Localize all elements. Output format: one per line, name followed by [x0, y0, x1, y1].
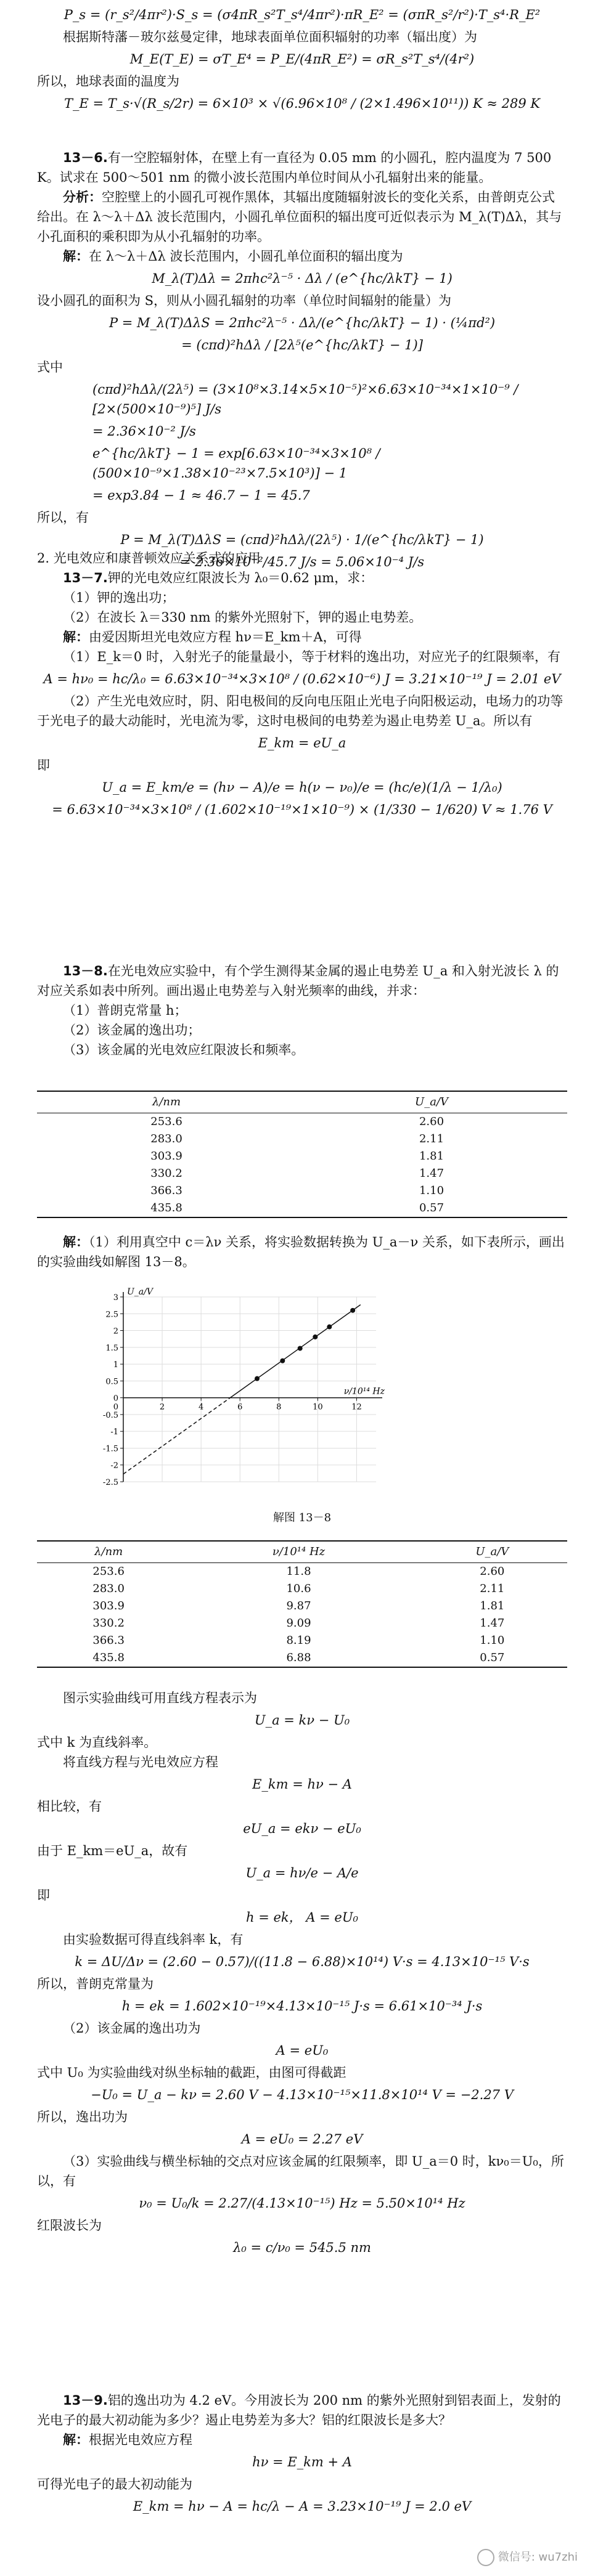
problem-text: 钾的光电效应红限波长为 λ₀＝0.62 μm，求： [107, 571, 374, 585]
equation: A = eU₀ [276, 2043, 329, 2058]
table-cell: 330.2 [92, 1617, 125, 1630]
paragraph: 式中 [37, 360, 63, 375]
paragraph: 所以，逸出功为 [37, 2110, 128, 2124]
table-cell: 2.60 [480, 1565, 505, 1578]
data-point [313, 1335, 318, 1339]
paragraph: （2）产生光电效应时，阴、阳电极间的反向电压阻止光电子向阳极运动，电场力的功等于光电子的最大动能时，光电流为零，这时电极间的电势差为遏止电势差 U_a。所以有 [37, 694, 563, 728]
paragraph: 式中 k 为直线斜率。 [37, 1735, 157, 1750]
equation: A = hν₀ = hc/λ₀ = 6.63×10⁻³⁴×3×10⁸ / (0.62×10⁻⁶) J = 3.21×10⁻¹⁹ J = 2.01 eV [43, 672, 561, 686]
solution-text: 由爱因斯坦光电效应方程 hν＝E_km＋A，可得 [89, 630, 362, 644]
equation: λ₀ = c/ν₀ = 545.5 nm [233, 2240, 371, 2255]
table-cell: 8.19 [286, 1634, 311, 1647]
table-row [37, 1632, 567, 1649]
table-row [37, 1131, 567, 1148]
solution-13-8-derivation [37, 1688, 567, 2260]
problem-number: 13－7. [63, 571, 108, 585]
paragraph: 根据斯特藩－玻尔兹曼定律，地球表面单位面积辐射的功率（辐出度）为 [63, 30, 477, 44]
table-row [37, 1165, 567, 1182]
table-cell: 9.87 [286, 1599, 311, 1612]
y-tick-label: 2.5 [105, 1310, 118, 1320]
paragraph: 可得光电子的最大初动能为 [37, 2477, 192, 2492]
equation: P = M_λ(T)ΔλS = 2πhc²λ⁻⁵ · Δλ/(e^{hc/λkT} − 1) · (¼πd²) [109, 315, 496, 330]
x-tick-label: 8 [276, 1402, 282, 1412]
equation: hν = E_km + A [252, 2455, 352, 2469]
solution-label: 解： [63, 1235, 89, 1249]
equation: M_λ(T)Δλ = 2πhc²λ⁻⁵ · Δλ / (e^{hc/λkT} − 1) [152, 271, 453, 286]
table-cell: 283.0 [150, 1132, 182, 1145]
table-cell: 10.6 [286, 1582, 311, 1595]
y-tick-label: 1.5 [105, 1343, 118, 1353]
y-tick-label: -0.5 [102, 1410, 118, 1420]
y-tick-label: -2 [110, 1461, 118, 1471]
problem-text: 铝的逸出功为 4.2 eV。今用波长为 200 nm 的紫外光照射到铝表面上，发射的光电子的最大初动能为多少？遏止电势差为多大？铝的红限波长是多大？ [37, 2393, 561, 2428]
y-tick-label: -1.5 [102, 1444, 118, 1454]
watermark [477, 2548, 578, 2567]
y-axis-label: U_a/V [127, 1287, 153, 1297]
paragraph: 由于 E_km＝eU_a，故有 [37, 1843, 188, 1858]
solution-text: 在 λ～λ＋Δλ 波长范围内，小圆孔单位面积的辐出度为 [89, 249, 403, 264]
paragraph: （1）E_k＝0 时，入射光子的能量最小，等于材料的逸出功，对应光子的红限频率，有 [63, 649, 560, 664]
paragraph: 即 [37, 758, 50, 773]
problem-text: 在光电效应实验中，有个学生测得某金属的遏止电势差 U_a 和入射光波长 λ 的对应关系如表中所列。画出遏止电势差与入射光频率的曲线，并求： [37, 964, 559, 998]
solution-text: 根据光电效应方程 [89, 2432, 192, 2447]
problem-13-8 [37, 961, 567, 1060]
figure-caption: 解图 13－8 [272, 1511, 332, 1524]
table-cell: 2.11 [480, 1582, 505, 1595]
paragraph: 红限波长为 [37, 2218, 102, 2233]
table-cell: 1.47 [480, 1617, 505, 1630]
y-tick-label: 3 [113, 1293, 118, 1302]
table-row [37, 1563, 567, 1581]
subquestion: （3）该金属的光电效应红限波长和频率。 [63, 1042, 305, 1057]
equation: E_km = hν − A [252, 1777, 352, 1792]
paragraph: 由实验数据可得直线斜率 k，有 [63, 1932, 244, 1947]
equation: = exp3.84 − 1 ≈ 46.7 − 1 = 45.7 [92, 488, 310, 503]
subquestion: （1）普朗克常量 h； [63, 1003, 187, 1018]
y-tick-label: 2 [113, 1327, 118, 1336]
problem-number: 13－9. [63, 2393, 108, 2408]
data-point [298, 1346, 303, 1351]
table-row [37, 1200, 567, 1217]
solution-label: 解： [63, 630, 89, 644]
data-point [280, 1359, 285, 1363]
equation: = 2.36×10⁻²/45.7 J/s = 5.06×10⁻⁴ J/s [179, 555, 425, 569]
data-table-1 [37, 1091, 567, 1218]
column-header: λ/nm [37, 1541, 180, 1563]
table-row [37, 1113, 567, 1131]
table-cell: 6.88 [180, 1649, 417, 1667]
column-header: λ/nm [37, 1091, 296, 1113]
equation: U_a = hν/e − A/e [245, 1866, 359, 1880]
problem-number: 13－6. [63, 150, 108, 165]
table-cell: 1.10 [419, 1184, 445, 1197]
equation: P_s = (r_s²/4πr²)·S_s = (σ4πR_s²T_s⁴/4πr²)·πR_E² = (σπR_s²/r²)·T_s⁴·R_E² [64, 7, 541, 22]
x-axis-label: ν/10¹⁴ Hz [343, 1386, 385, 1397]
problem-13-6 [37, 148, 567, 574]
solution-13-8-intro [37, 1232, 567, 1272]
problem-13-7 [37, 548, 567, 822]
origin-label: 0 [113, 1402, 118, 1412]
data-point [327, 1325, 332, 1330]
y-tick-label: 1 [113, 1360, 118, 1370]
table-cell: 1.81 [419, 1150, 445, 1163]
fit-line-extrapolated [123, 1398, 230, 1474]
table-cell: 303.9 [150, 1150, 182, 1163]
paragraph: 即 [37, 1888, 50, 1903]
paragraph: 所以，有 [37, 510, 89, 525]
table-cell: 1.10 [480, 1634, 505, 1647]
equation: = 6.63×10⁻³⁴×3×10⁸ / (1.602×10⁻¹⁹×1×10⁻⁹) × (1/330 − 1/620) V ≈ 1.76 V [52, 802, 552, 817]
paragraph: 所以，地球表面的温度为 [37, 74, 179, 89]
table-row [37, 1598, 567, 1615]
y-tick-label: -2.5 [102, 1478, 118, 1487]
equation: (cπd)²hΔλ/(2λ⁵) = (3×10⁸×3.14×5×10⁻⁵)²×6.63×10⁻³⁴×1×10⁻⁹ / [2×(500×10⁻⁹)⁵] J/s [92, 382, 518, 416]
y-tick-label: -1 [110, 1428, 118, 1437]
solution-text: （1）利用真空中 c＝λν 关系，将实验数据转换为 U_a－ν 关系，如下表所示，画出的实验曲线如解图 13－8。 [37, 1235, 565, 1269]
section-earth-temperature [37, 2, 567, 116]
equation: U_a = E_km/e = (hν − A)/e = h(ν − ν₀)/e = (hc/e)(1/λ − 1/λ₀) [102, 780, 502, 795]
equation: e^{hc/λkT} − 1 = exp[6.63×10⁻³⁴×3×10⁸ / (500×10⁻⁹×1.38×10⁻²³×7.5×10³)] − 1 [92, 446, 380, 481]
x-tick-label: 6 [237, 1402, 243, 1412]
paragraph: （2）该金属的逸出功为 [63, 2021, 201, 2036]
subquestion: （2）该金属的逸出功； [63, 1023, 201, 1038]
x-tick-label: 10 [313, 1402, 323, 1412]
paragraph: 将直线方程与光电效应方程 [63, 1755, 218, 1769]
paragraph: 式中 U₀ 为实验曲线对纵坐标轴的截距，由图可得截距 [37, 2065, 346, 2080]
table-cell: 435.8 [37, 1649, 180, 1667]
table-row [37, 1580, 567, 1598]
ua-vs-frequency-chart [86, 1285, 407, 1500]
table-cell: 435.8 [37, 1200, 296, 1217]
table-row [37, 1182, 567, 1200]
table-cell: 0.57 [417, 1649, 567, 1667]
equation: M_E(T_E) = σT_E⁴ = P_E/(4πR_E²) = σR_s²T_s⁴/(4r²) [129, 52, 475, 67]
x-tick-label: 4 [199, 1402, 204, 1412]
column-header: U_a/V [417, 1541, 567, 1563]
paragraph: 相比较，有 [37, 1799, 102, 1814]
equation: ν₀ = U₀/k = 2.27/(4.13×10⁻¹⁵) Hz = 5.50×10¹⁴ Hz [139, 2196, 465, 2211]
watermark-text: 微信号: wu7zhi [498, 2551, 578, 2564]
table-cell: 9.09 [286, 1617, 311, 1630]
equation: h = ek = 1.602×10⁻¹⁹×4.13×10⁻¹⁵ J·s = 6.61×10⁻³⁴ J·s [121, 1999, 483, 2013]
paragraph: 图示实验曲线可用直线方程表示为 [63, 1691, 257, 1705]
figure-13-8 [86, 1285, 407, 1500]
paragraph: （3）实验曲线与横坐标轴的交点对应该金属的红限频率，即 U_a＝0 时，kν₀＝U₀，所以，有 [37, 2154, 564, 2188]
table-cell: 253.6 [150, 1115, 182, 1128]
column-header: ν/10¹⁴ Hz [180, 1541, 417, 1563]
equation: −U₀ = U_a − kν = 2.60 V − 4.13×10⁻¹⁵×11.8×10¹⁴ V = −2.27 V [91, 2087, 514, 2102]
table-cell: 253.6 [92, 1565, 125, 1578]
problem-number: 13－8. [63, 964, 108, 978]
subquestion: （1）钾的逸出功； [63, 590, 175, 605]
table-row [37, 1615, 567, 1632]
x-tick-label: 2 [159, 1402, 165, 1412]
table-cell: 366.3 [150, 1184, 182, 1197]
equation: = 2.36×10⁻² J/s [92, 424, 196, 439]
equation: A = eU₀ = 2.27 eV [241, 2132, 363, 2147]
wechat-icon [477, 2549, 494, 2566]
y-tick-label: 0.5 [105, 1377, 118, 1387]
column-header: U_a/V [296, 1091, 567, 1113]
solution-label: 解： [63, 2432, 89, 2447]
table-cell: 2.11 [419, 1132, 445, 1145]
table-cell: 0.57 [296, 1200, 567, 1217]
equation: E_km = eU_a [258, 736, 346, 750]
data-point [350, 1308, 355, 1313]
equation: k = ΔU/Δν = (2.60 − 0.57)/((11.8 − 6.88)×10¹⁴) V·s = 4.13×10⁻¹⁵ V·s [75, 1954, 530, 1969]
equation: = (cπd)²hΔλ / [2λ⁵(e^{hc/λkT} − 1)] [181, 338, 423, 352]
equation: E_km = hν − A = hc/λ − A = 3.23×10⁻¹⁹ J = 2.0 eV [133, 2499, 472, 2514]
data-point [255, 1376, 260, 1381]
table-row [37, 1148, 567, 1165]
solution-label: 解： [63, 249, 89, 264]
x-tick-label: 12 [351, 1402, 362, 1412]
table-cell: 1.81 [480, 1599, 505, 1612]
problem-13-9 [37, 2391, 567, 2519]
table-cell: 1.47 [419, 1167, 445, 1180]
table-cell: 283.0 [92, 1582, 125, 1595]
table-cell: 11.8 [286, 1565, 311, 1578]
paragraph: 所以，普朗克常量为 [37, 1977, 154, 1991]
paragraph: 设小圆孔的面积为 S，则从小圆孔辐射的功率（单位时间辐射的能量）为 [37, 293, 452, 308]
section-heading: 2. 光电效应和康普顿效应关系式的应用 [37, 551, 261, 566]
subquestion: （2）在波长 λ＝330 nm 的紫外光照射下，钾的遏止电势差。 [63, 610, 422, 625]
analysis-label: 分析： [63, 190, 102, 205]
y-tick-label: 0 [113, 1394, 118, 1404]
fit-line [230, 1305, 360, 1398]
equation: eU_a = ekν − eU₀ [243, 1821, 361, 1836]
table-cell: 366.3 [92, 1634, 125, 1647]
equation: T_E = T_s·√(R_s/2r) = 6×10³ × √(6.96×10⁸ / (2×1.496×10¹¹)) K ≈ 289 K [64, 96, 541, 111]
equation: U_a = kν − U₀ [254, 1713, 350, 1728]
table-cell: 2.60 [419, 1115, 445, 1128]
data-table-2 [37, 1540, 567, 1668]
table-cell: 330.2 [150, 1167, 182, 1180]
problem-text: 有一空腔辐射体，在壁上有一直径为 0.05 mm 的小圆孔，腔内温度为 7 500 K。试求在 500～501 nm 的微小波长范围内单位时间从小孔辐射出来的能量。 [37, 150, 552, 185]
analysis-text: 空腔壁上的小圆孔可视作黑体，其辐出度随辐射波长的变化关系，由普朗克公式给出。在 λ～λ＋Δλ 波长范围内，小圆孔单位面积的辐出度可近似表示为 M_λ(T)Δλ，其与小孔面积的乘积即为从小孔辐射的功率。 [37, 190, 562, 244]
table-cell: 303.9 [92, 1599, 125, 1612]
table-row [37, 1649, 567, 1667]
data-table-2-container [37, 1540, 567, 1668]
equation: h = ek， A = eU₀ [246, 1910, 358, 1925]
equation: P = M_λ(T)ΔλS = (cπd)²hΔλ/(2λ⁵) · 1/(e^{hc/λkT} − 1) [120, 532, 484, 547]
data-table-1-container [37, 1091, 567, 1218]
